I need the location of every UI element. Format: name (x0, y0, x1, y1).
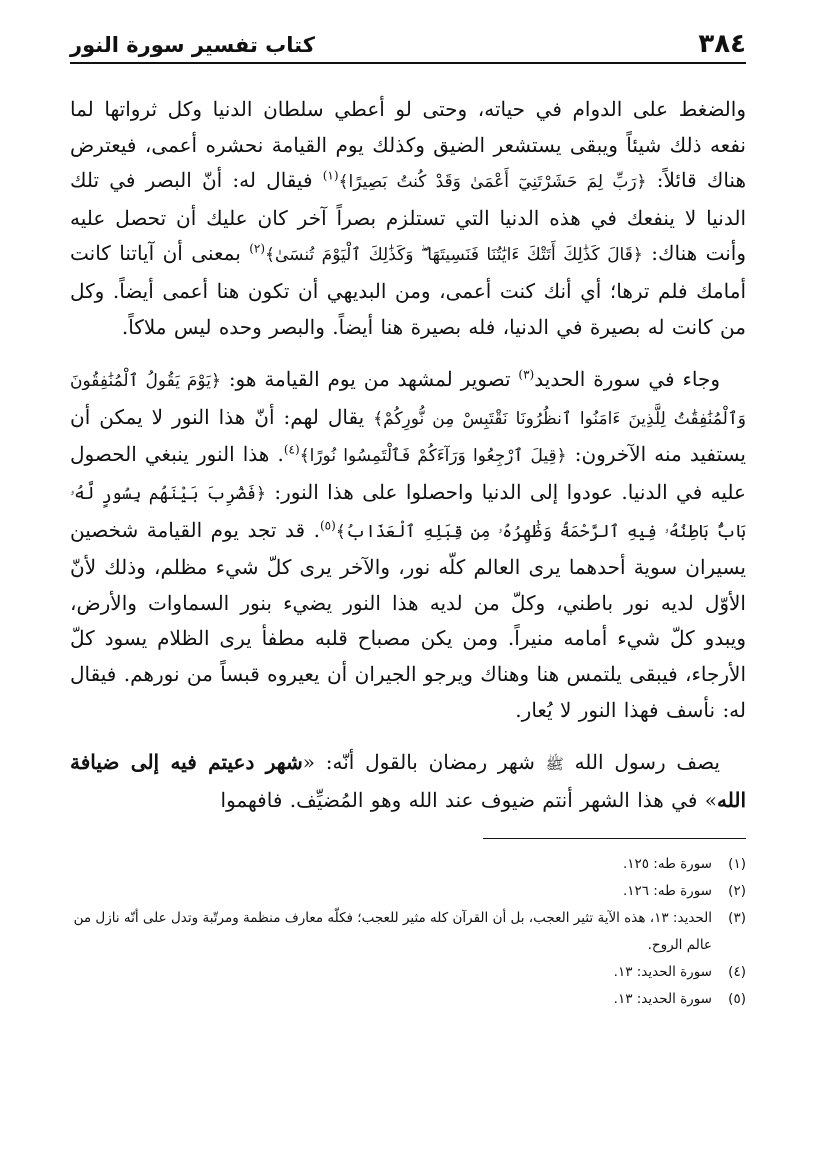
paragraph-3 (70, 745, 746, 818)
quran-verse: ﴿قِيلَ ٱرْجِعُوا وَرَآءَكُمْ فَٱلْتَمِسُوا نُورًا﴾ (299, 446, 567, 467)
body-text: » في هذا الشهر أنتم ضيوف عند الله وهو المُضيِّف. فافهموا (220, 787, 717, 812)
quran-verse: ﴿رَبِّ لِمَ حَشَرْتَنِيٓ أَعْمَىٰ وَقَدْ كُنتُ بَصِيرًا﴾ (338, 172, 647, 193)
footnote-number: (٢) (728, 883, 746, 900)
footnote-text: سورة الحديد: ١٣. (613, 964, 712, 981)
footnote (70, 986, 746, 1013)
footnote-ref: (١) (322, 168, 339, 183)
paragraph-2 (70, 362, 746, 728)
book-page (70, 28, 746, 1128)
book-title: كتاب تفسير سورة النور (70, 33, 315, 57)
footnote-ref: (٢) (249, 241, 266, 256)
paragraph-1 (70, 92, 746, 345)
footnotes (70, 851, 746, 1013)
footnote-number: (٣) (728, 910, 746, 927)
page-body (70, 92, 746, 818)
body-text: يقال لهم: أنّ هذا النور لا يمكن أن يستفيد منه الآخرون: (70, 404, 746, 467)
footnote (70, 878, 746, 905)
footnote-number: (٤) (728, 964, 746, 981)
quran-verse: ﴿قَالَ كَذَٰلِكَ أَتَتْكَ ءَايَٰتُنَا فَنَسِيتَهَا ۖ وَكَذَٰلِكَ ٱلْيَوْمَ تُنسَىٰ﴾ (265, 245, 643, 266)
footnote-divider (483, 838, 746, 839)
page-number: ٣٨٤ (698, 29, 746, 59)
page-header (70, 28, 746, 64)
footnote-ref: (٤) (283, 442, 300, 457)
body-text: بمعنى أن آياتنا كانت أمامك فلم ترها؛ أي أنك كنت أعمى، ومن البديهي أن تكون هنا أعمى أيضاً. وكل من كانت له بصيرة في الدنيا، فله بصيرة هنا أيضاً. والبصر وحده ليس ملاكاً. (70, 241, 746, 339)
footnote-text: سورة الحديد: ١٣. (613, 991, 712, 1008)
body-text: . قد تجد يوم القيامة شخصين يسيران سوية أحدهما يرى العالم كلّه نور، والآخر يرى كلّ شيء مظلم، وذلك لأنّ الأوّل لديه نور باطني، وكلّ من لديه هذا النور يضيء بنور السماوات والأرض، ويبدو كلّ شيء أمامه منيراً. ومن يكن مصباح قلبه مطفأ يرى الظلام يسود كلّ الأرجاء، فيبقى يلتمس هنا وهناك ويرجو الجيران أن يعيروه قبساً من نورهم. فيقال له: نأسف فهذا النور لا يُعار. (70, 517, 746, 722)
quran-verse: ﴿يَوْمَ يَقُولُ ٱلْمُنَٰفِقُونَ وَٱلْمُنَٰفِقَٰتُ لِلَّذِينَ ءَامَنُوا ٱنظُرُونَا نَقْتَبِسْ مِن نُّورِكُمْ﴾ (70, 371, 746, 429)
footnote-ref: (٥) (319, 517, 336, 532)
salawat-symbol: ﷺ (545, 755, 564, 774)
hadith-quote: شهر دعيتم فيه إلى ضيافة الله (70, 750, 746, 812)
body-text: يصف رسول الله (563, 750, 720, 775)
footnote-text: الحديد: ١٣، هذه الآية تثير العجب، بل أن القرآن كله مثير للعجب؛ فكلّه معارف منظمة ومرتّبة وتدل على أنّه نازل من عالم الروح. (73, 910, 712, 954)
body-text: . هذا النور ينبغي الحصول عليه في الدنيا. عودوا إلى الدنيا واحصلوا على هذا النور: (70, 442, 746, 504)
footnote (70, 851, 746, 878)
body-text: فيقال له: أنّ البصر في تلك الدنيا لا ينفعك في هذه الدنيا التي تستلزم بصراً آخر كان عليك أن تحصل عليه وأنت هناك: (70, 168, 747, 266)
body-text: شهر رمضان بالقول أنّه: « (302, 750, 546, 775)
footnote-ref: (٣) (518, 367, 535, 382)
body-text: تصوير لمشهد من يوم القيامة هو: (220, 367, 519, 392)
footnote (70, 905, 746, 959)
footnote-number: (٥) (728, 991, 746, 1008)
quran-verse: ﴿فَضُرِبَ بَيْنَهُم بِسُورٍ لَّهُۥ بَابٌۢ بَاطِنُهُۥ فِيهِ ٱلرَّحْمَةُ وَظَٰهِرُهُۥ مِن قِبَلِهِ ٱلْعَذَابُ﴾ (70, 483, 747, 542)
footnote-text: سورة طه: ١٢٦. (622, 883, 712, 900)
body-text: والضغط على الدوام في حياته، وحتى لو أعطي سلطان الدنيا وكل ثرواتها لما نفعه ذلك شيئاً ويبقى يستشعر الضيق وكذلك يوم القيامة نحشره أعمى، فيعترض هناك قائلاً: (70, 97, 746, 193)
footnote-number: (١) (728, 856, 746, 873)
footnote (70, 959, 746, 986)
body-text: وجاء في سورة الحديد (534, 367, 721, 392)
footnote-text: سورة طه: ١٢٥. (622, 856, 712, 873)
